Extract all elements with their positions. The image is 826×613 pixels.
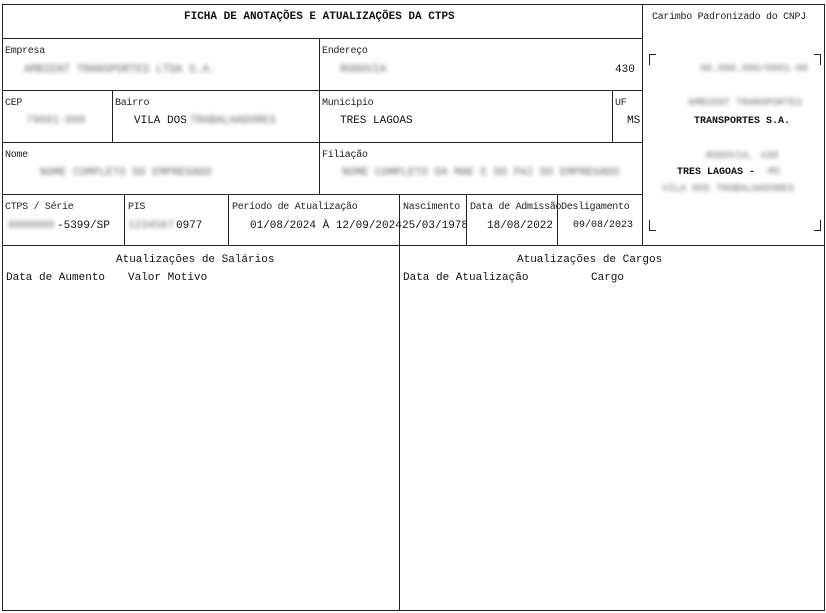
cargos-col-cargo: Cargo — [591, 272, 625, 284]
nascimento-value: 25/03/1978 — [402, 220, 469, 232]
desligamento-value: 09/08/2023 — [573, 220, 634, 231]
salarios-title: Atualizações de Salários — [116, 254, 275, 266]
divider-bottom — [399, 245, 400, 610]
carimbo-label: Carimbo Padronizado do CNPJ — [652, 12, 806, 23]
empresa-label: Empresa — [5, 46, 45, 57]
salarios-col-value: Valor Motivo — [128, 272, 208, 284]
municipio-label: Municipio — [322, 98, 374, 109]
filiacao-value: NOME COMPLETO DA MAE E DO PAI DO EMPREGADO — [342, 167, 620, 179]
row-line-2 — [2, 90, 643, 91]
bairro-prefix: VILA DOS — [134, 115, 187, 127]
periodo-label: Período de Atualização — [232, 202, 358, 213]
ctps-hidden: 0000000 — [8, 220, 55, 232]
ctps-label: CTPS / Série — [5, 202, 74, 213]
nome-value: NOME COMPLETO DO EMPREGADO — [40, 167, 212, 179]
stamp-company: AMBIENT TRANSPORTES — [688, 98, 803, 109]
frame-bottom — [2, 610, 824, 611]
cep-label: CEP — [5, 98, 23, 109]
empresa-value: AMBIENT TRANSPORTES LTDA S.A. — [24, 64, 216, 76]
divider-cep — [112, 90, 113, 142]
row-line-4 — [2, 194, 643, 195]
stamp-address: RODOVIA, 430 — [706, 151, 779, 162]
stamp-company-suffix: TRANSPORTES S.A. — [694, 116, 791, 127]
stamp-corner-tl — [649, 54, 656, 65]
row-line-1 — [2, 38, 643, 39]
row-line-5 — [2, 245, 824, 246]
row-line-3 — [2, 142, 643, 143]
stamp-corner-tr — [814, 54, 821, 65]
municipio-value: TRES LAGOAS — [340, 115, 413, 127]
ctps-visible: -5399/SP — [57, 220, 110, 232]
frame-left — [2, 4, 3, 611]
form-title: FICHA DE ANOTAÇÕES E ATUALIZAÇÕES DA CTPS — [184, 11, 455, 23]
endereco-number: 430 — [615, 64, 635, 76]
divider-uf — [612, 90, 613, 142]
stamp-cnpj: 00.000.000/0001-00 — [700, 64, 809, 75]
uf-label: UF — [615, 98, 627, 109]
frame-top — [2, 4, 824, 5]
cep-value: 79601-000 — [26, 115, 86, 127]
stamp-state: MS — [768, 167, 781, 178]
nascimento-label: Nascimento — [403, 202, 461, 213]
salarios-col-date: Data de Aumento — [6, 272, 106, 284]
filiacao-label: Filiação — [322, 150, 368, 161]
stamp-corner-br — [814, 220, 821, 231]
stamp-city: TRES LAGOAS - — [677, 167, 756, 178]
pis-hidden: 1234567 — [128, 220, 175, 232]
admissao-value: 18/08/2022 — [487, 220, 554, 232]
divider-pis — [228, 194, 229, 245]
endereco-value: RODOVIA — [340, 64, 387, 76]
pis-visible: 0977 — [176, 220, 203, 232]
bairro-label: Bairro — [115, 98, 150, 109]
stamp-neighborhood: VILA DOS TRABALHADORES — [662, 184, 795, 195]
periodo-value: 01/08/2024 À 12/09/2024 — [250, 220, 402, 232]
nome-label: Nome — [5, 150, 28, 161]
uf-value: MS — [627, 115, 641, 127]
stamp-corner-bl — [649, 220, 656, 231]
admissao-label: Data de Admissão — [470, 202, 562, 213]
frame-right — [824, 4, 825, 611]
divider-ctps — [124, 194, 125, 245]
cargos-title: Atualizações de Cargos — [517, 254, 663, 266]
pis-label: PIS — [128, 202, 146, 213]
carimbo-divider — [642, 4, 643, 246]
bairro-hidden: TRABALHADORES — [190, 115, 276, 127]
endereco-label: Endereço — [322, 46, 368, 57]
desligamento-label: Desligamento — [561, 202, 630, 213]
divider-empresa — [319, 38, 320, 194]
cargos-col-date: Data de Atualização — [403, 272, 529, 284]
